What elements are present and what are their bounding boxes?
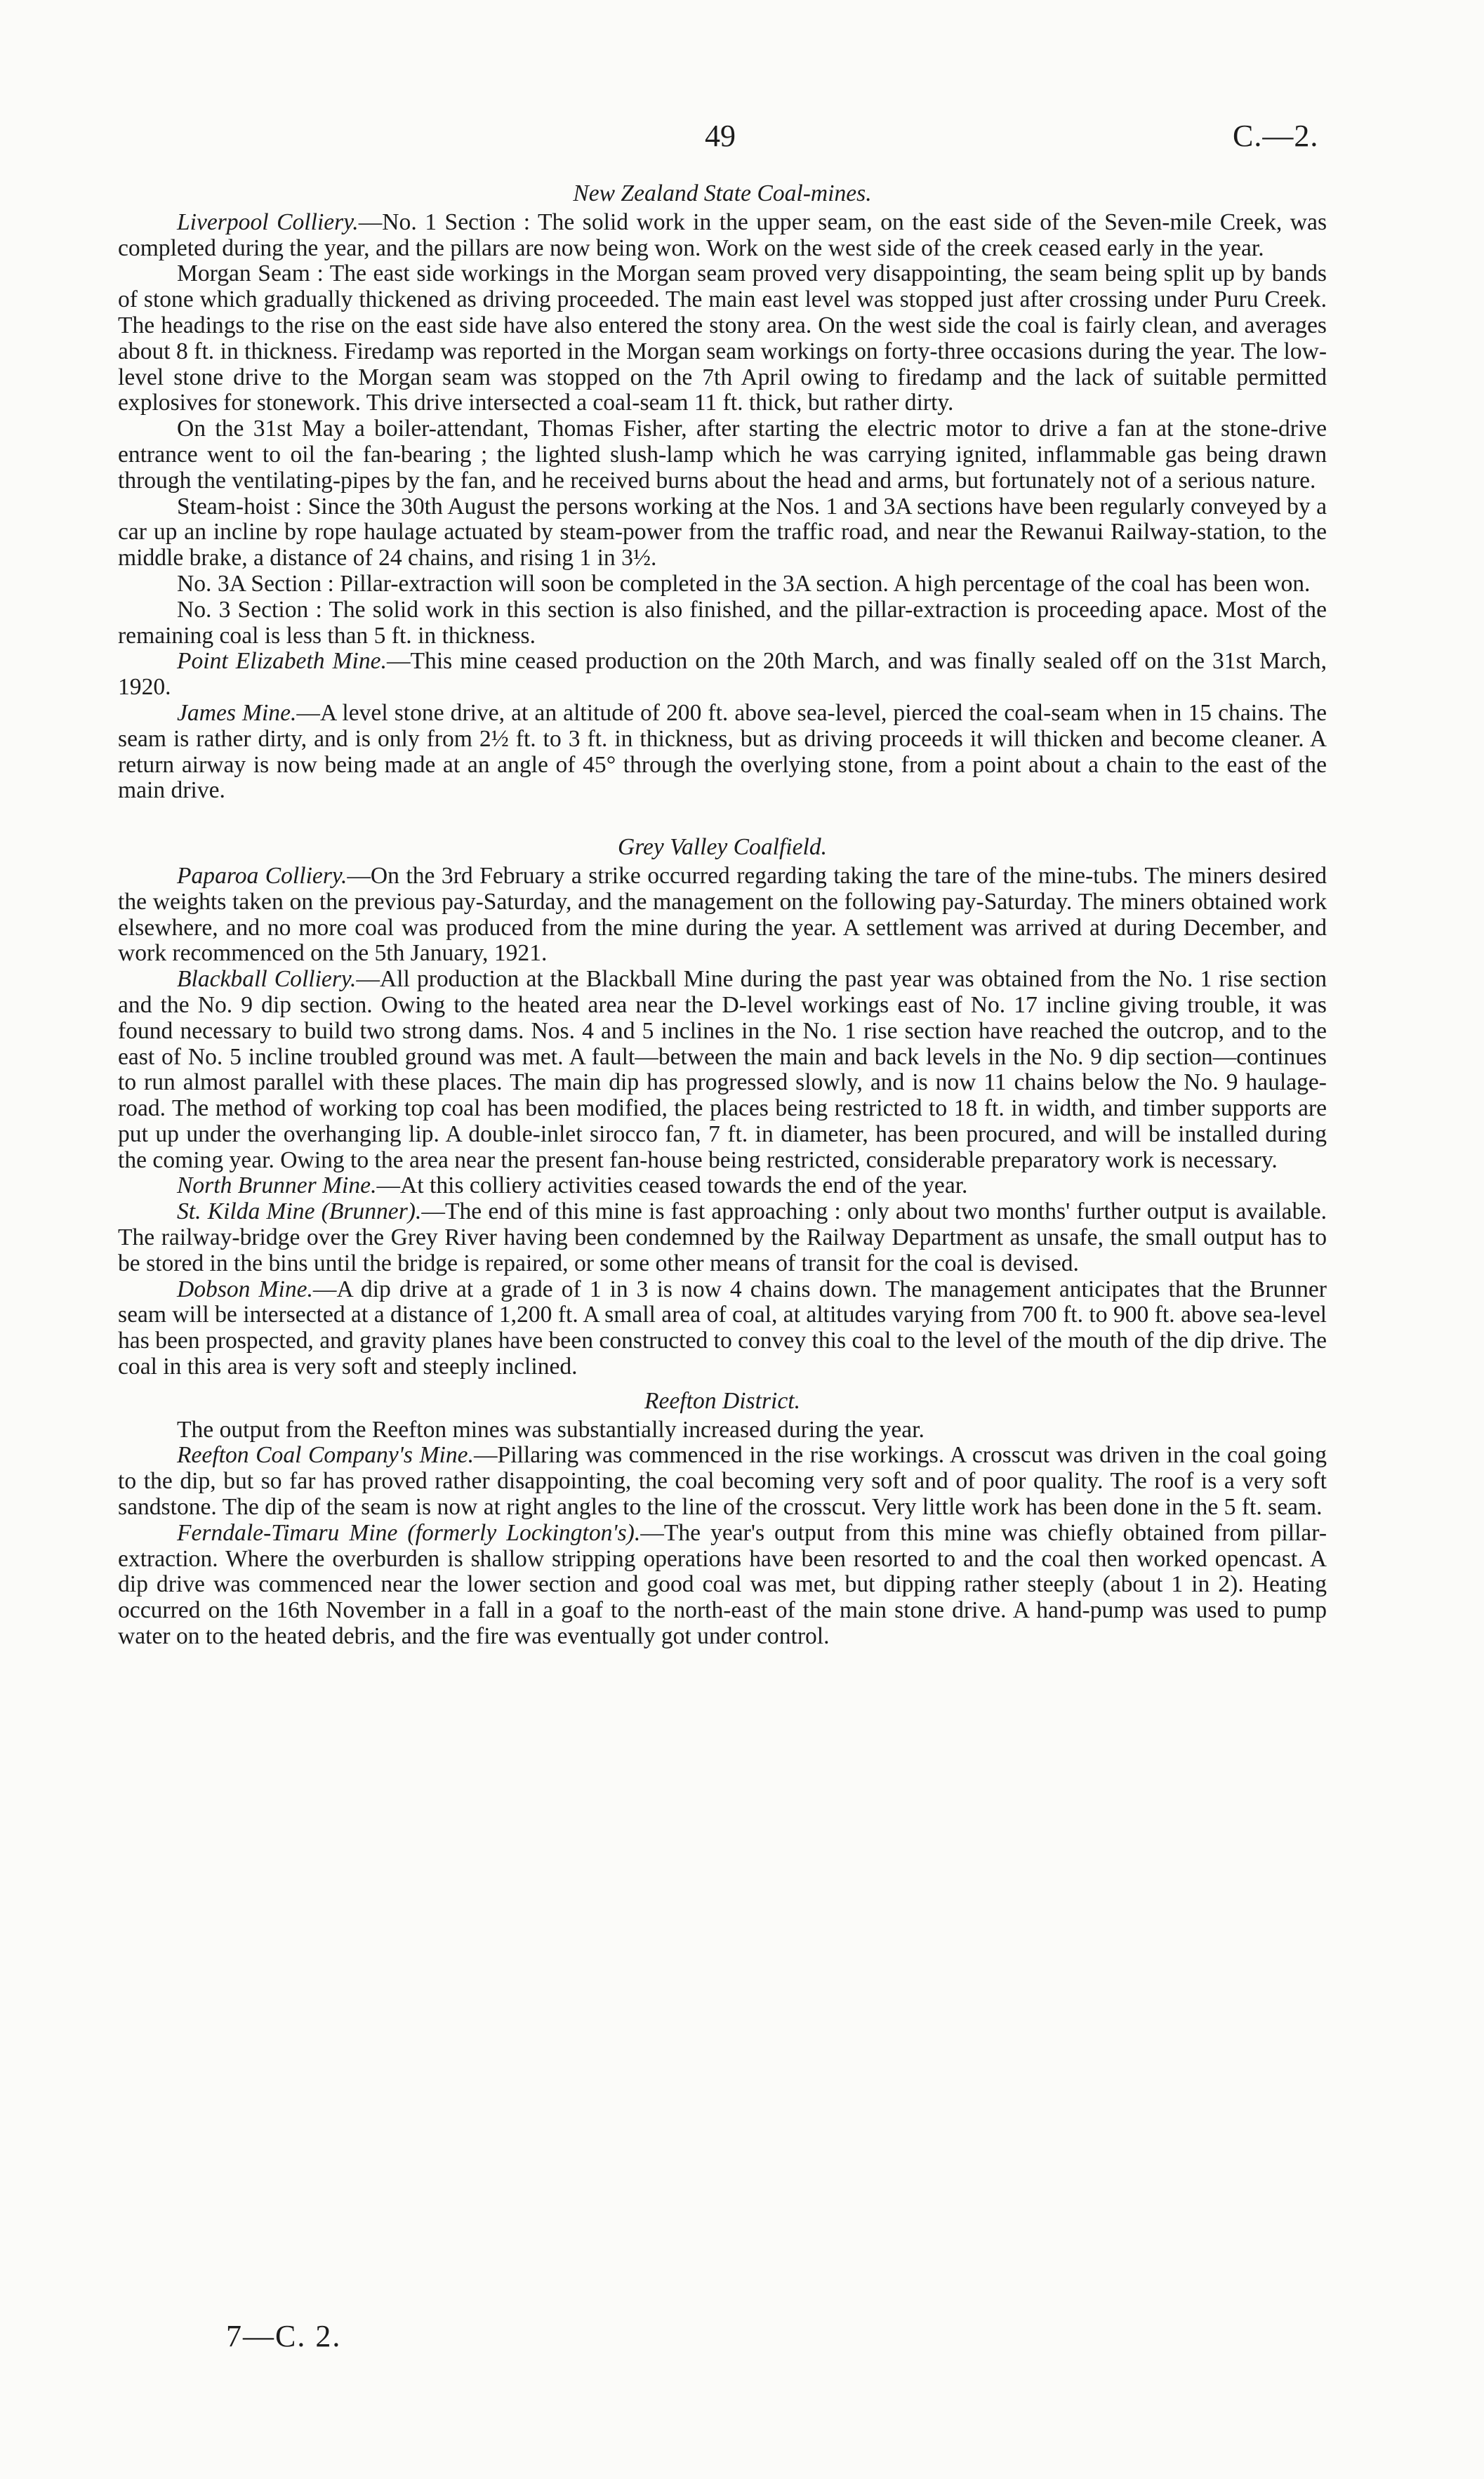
paragraph: [118, 597, 1327, 649]
paragraph: [118, 649, 1327, 701]
paragraph-lead: Dobson Mine.: [177, 1276, 313, 1302]
page-header: [0, 118, 1484, 167]
section-reefton: [118, 1389, 1327, 1650]
section-grey-valley: [118, 835, 1327, 1380]
paragraph-lead: Ferndale-Timaru Mine (formerly Lockington's).: [177, 1519, 641, 1546]
paragraph: [118, 1521, 1327, 1650]
section-state-coal-mines: [118, 181, 1327, 804]
paragraph: [118, 864, 1327, 967]
section-spacer: [118, 804, 1327, 835]
paragraph-text: —This mine ceased production on the 20th March, and was finally sealed off on the 31st March, 1920.: [118, 648, 1327, 701]
paragraph: [118, 701, 1327, 804]
paragraph-text: The output from the Reefton mines was substantially increased during the year.: [177, 1416, 925, 1443]
paragraph-lead: Point Elizabeth Mine.: [177, 648, 387, 675]
paragraph-text: —A level stone drive, at an altitude of 200 ft. above sea-level, pierced the coal-seam when in 15 chains. The seam is rather dirty, and is only from 2½ ft. to 3 ft. in thickness, but as driving proceeds it will thicken and become cleaner. A return airway is now being made at an angle of 45° through the overlying stone, from a point about a chain to the east of the main drive.: [118, 699, 1327, 804]
paragraph-lead: James Mine.: [177, 699, 297, 726]
paragraph-text: —At this colliery activities ceased towards the end of the year.: [376, 1172, 968, 1199]
paragraph-lead: Paparoa Colliery.: [177, 862, 347, 889]
paragraph: [118, 571, 1327, 597]
paragraph: [118, 967, 1327, 1173]
paragraph-text: —The year's output from this mine was chiefly obtained from pillar-extraction. Where the overburden is shallow stripping operations have been resorted to and the coal then worked opencast. A dip drive was commenced near the lower section and good coal was met, but dipping rather steeply (about 1 in 2). Heating occurred on the 16th November in a fall in a goaf to the north-east of the main stone drive. A hand-pump was used to pump water on to the heated debris, and the fire was eventually got under control.: [118, 1519, 1327, 1650]
paragraph: [118, 1277, 1327, 1380]
paragraph: [118, 1417, 1327, 1443]
paragraph-lead: Reefton Coal Company's Mine.: [177, 1442, 474, 1469]
paragraph-text: —The end of this mine is fast approaching : only about two months' further output is available. The railway-bridge over the Grey River having been condemned by the Railway Department as unsafe, the small output has to be stored in the bins until the bridge is repaired, or some other means of transit for the coal is devised.: [118, 1198, 1327, 1276]
paragraph-text: Steam-hoist : Since the 30th August the persons working at the Nos. 1 and 3A sections have been regularly conveyed by a car up an incline by rope haulage actuated by steam-power from the traffic road, and near the Rewanui Railway-station, to the middle brake, a distance of 24 chains, and rising 1 in 3½.: [118, 493, 1327, 571]
paragraph: [118, 1443, 1327, 1520]
paragraph-text: —Pillaring was commenced in the rise workings. A crosscut was driven in the coal going to the dip, but so far has proved rather disappointing, the coal becoming very soft and of poor quality. The roof is a very soft sandstone. The dip of the seam is now at right angles to the line of the crosscut. Very little work has been done in the 5 ft. seam.: [118, 1442, 1327, 1521]
paragraph: [118, 1199, 1327, 1276]
paragraph-text: —All production at the Blackball Mine during the past year was obtained from the No. 1 rise section and the No. 9 dip section. Owing to the heated area near the D-level workings east of No. 17 incline giving trouble, it was found necessary to build two strong dams. Nos. 4 and 5 inclines in the No. 1 rise section have reached the outcrop, and to the east of No. 5 incline troubled ground was met. A fault—between the main and back levels in the No. 9 dip section—continues to run almost parallel with these places. The main dip has progressed slowly, and is now 11 chains below the No. 9 haulage-road. The method of working top coal has been modified, the places being restricted to 18 ft. in width, and timber supports are put up under the overhanging lip. A double-inlet sirocco fan, 7 ft. in diameter, has been procured, and will be installed during the coming year. Owing to the area near the present fan-house being restricted, considerable preparatory work is necessary.: [118, 966, 1327, 1173]
paragraph: [118, 494, 1327, 571]
page-number: 49: [705, 119, 736, 153]
printer-signature-mark: 7—C. 2.: [226, 2319, 342, 2353]
paragraph-text: On the 31st May a boiler-attendant, Thomas Fisher, after starting the electric motor to drive a fan at the stone-drive entrance went to oil the fan-bearing ; the lighted slush-lamp which he was carrying ignited, inflammable gas being drawn through the ventilating-pipes by the fan, and he received burns about the head and arms, but fortunately not of a serious nature.: [118, 416, 1327, 494]
paragraph-text: No. 3 Section : The solid work in this section is also finished, and the pillar-extraction is proceeding apace. Most of the remaining coal is less than 5 ft. in thickness.: [118, 596, 1327, 649]
paragraph-lead: Blackball Colliery.: [177, 966, 357, 993]
paragraph-text: —No. 1 Section : The solid work in the upper seam, on the east side of the Seven-mile Creek, was completed during the year, and the pillars are now being won. Work on the west side of the creek ceased early in the year.: [118, 209, 1327, 261]
paragraph-lead: St. Kilda Mine (Brunner).: [177, 1198, 422, 1225]
body-text: [118, 181, 1327, 1650]
paragraph-lead: North Brunner Mine.: [177, 1172, 377, 1199]
paragraph-text: —A dip drive at a grade of 1 in 3 is now 4 chains down. The management anticipates that the Brunner seam will be intersected at a distance of 1,200 ft. A small area of coal, at altitudes varying from 700 ft. to 900 ft. above sea-level has been prospected, and gravity planes have been constructed to convey this coal to the level of the mouth of the dip drive. The coal in this area is very soft and steeply inclined.: [118, 1276, 1327, 1380]
paragraph-text: Morgan Seam : The east side workings in the Morgan seam proved very disappointing, the seam being split up by bands of stone which gradually thickened as driving proceeded. The main east level was stopped just after crossing under Puru Creek. The headings to the rise on the east side have also entered the stony area. On the west side the coal is fairly clean, and averages about 8 ft. in thickness. Firedamp was reported in the Morgan seam workings on forty-three occasions during the year. The low-level stone drive to the Morgan seam was stopped on the 7th April owing to firedamp and the lack of suitable permitted explosives for stonework. This drive intersected a coal-seam 11 ft. thick, but rather dirty.: [118, 260, 1327, 416]
section-title: New Zealand State Coal-mines.: [573, 180, 872, 206]
paragraph: [118, 210, 1327, 262]
document-code: C.—2.: [1233, 119, 1319, 153]
paragraph-text: —On the 3rd February a strike occurred regarding taking the tare of the mine-tubs. The miners desired the weights taken on the previous pay-Saturday, and the management on the following pay-Saturday. The miners obtained work elsewhere, and no more coal was produced from the mine during the year. A settlement was arrived at during December, and work recommenced on the 5th January, 1921.: [118, 862, 1327, 967]
paragraph: [118, 416, 1327, 494]
section-title: Grey Valley Coalfield.: [617, 834, 828, 861]
paragraph-text: No. 3A Section : Pillar-extraction will soon be completed in the 3A section. A high percentage of the coal has been won.: [177, 570, 1311, 597]
paragraph-lead: Liverpool Colliery.: [177, 209, 359, 235]
paragraph: [118, 1173, 1327, 1199]
section-title: Reefton District.: [644, 1387, 800, 1414]
paragraph: [118, 261, 1327, 416]
